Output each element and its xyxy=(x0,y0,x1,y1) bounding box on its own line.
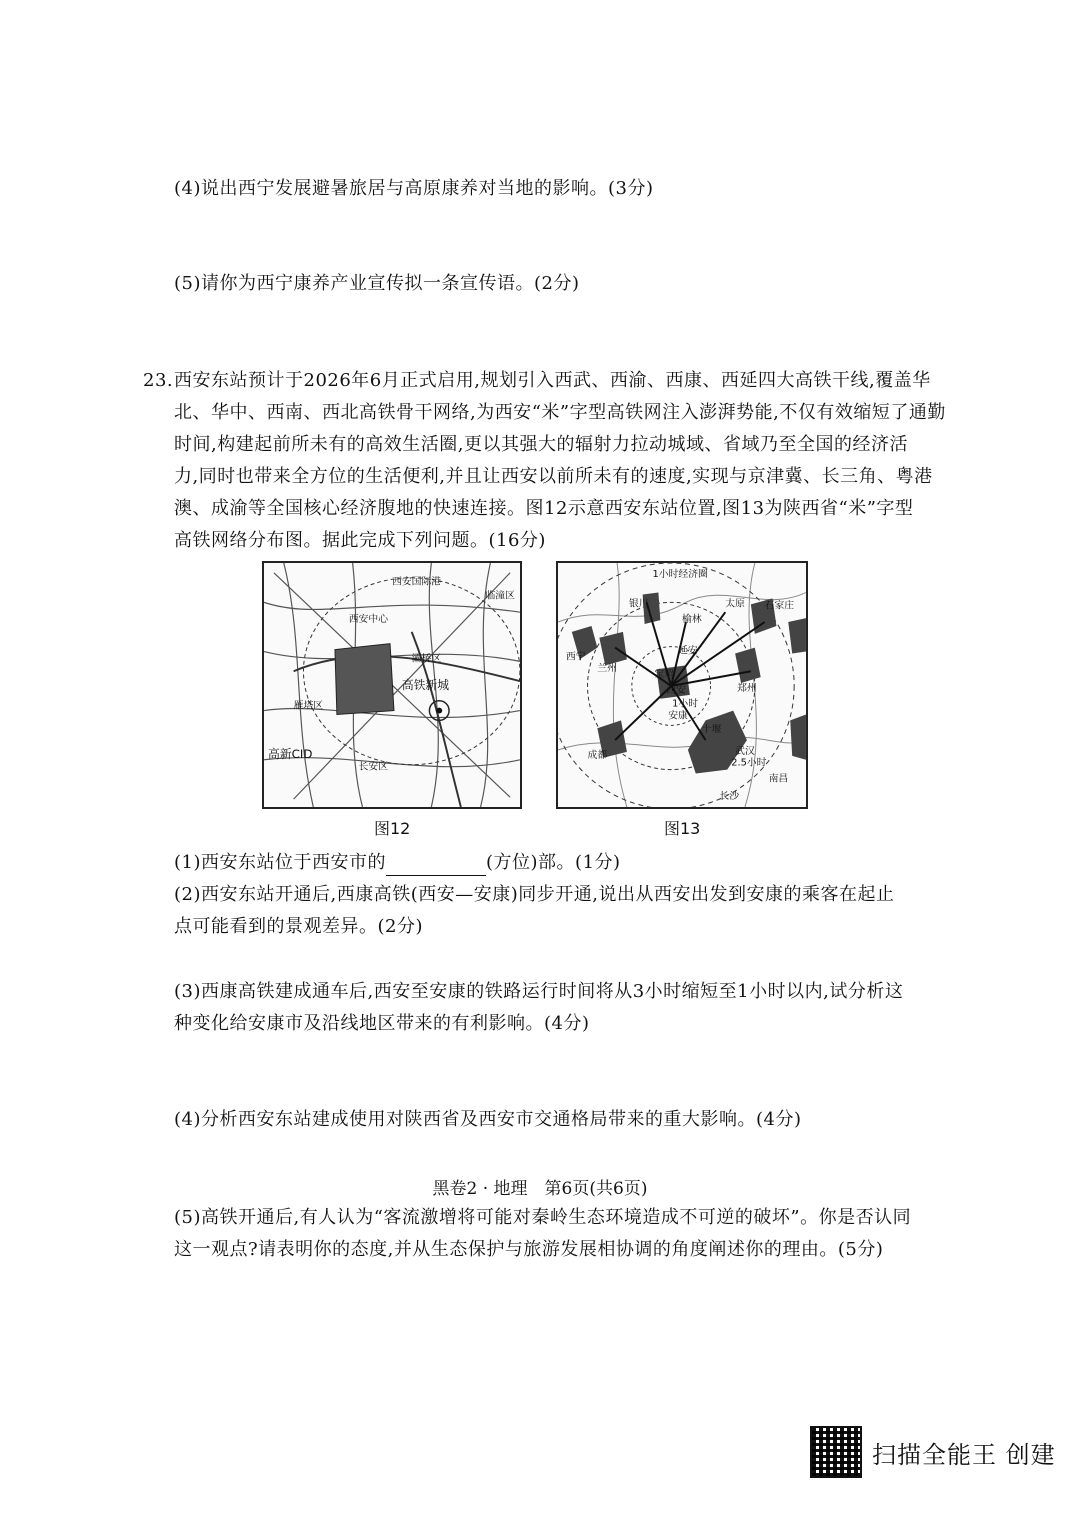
question-23-stem-line: 高铁网络分布图。据此完成下列问题。(16分) xyxy=(174,530,546,551)
scanner-watermark xyxy=(810,1426,1056,1478)
fig13-label: 长沙 xyxy=(719,791,740,803)
fig13-label: 安康 xyxy=(668,710,688,722)
sub-question-1-text: (方位)部。(1分) xyxy=(486,852,621,873)
fig13-label: 西宁 xyxy=(565,651,586,663)
figure-13-caption: 图13 xyxy=(664,819,701,838)
fig13-label: 兰州 xyxy=(597,663,618,675)
sub-question-5: 这一观点?请表明你的态度,并从生态保护与旅游发展相协调的角度阐述你的理由。(5分) xyxy=(174,1239,884,1260)
fig12-label: 灞桥区 xyxy=(411,653,442,665)
fig13-label: 郑州 xyxy=(737,682,757,694)
question-22-4: (4)说出西宁发展避暑旅居与高原康养对当地的影响。(3分) xyxy=(174,178,654,199)
question-22-5: (5)请你为西宁康养产业宣传拟一条宣传语。(2分) xyxy=(174,273,580,294)
fig13-label: 南昌 xyxy=(768,773,789,785)
fig13-label: 石家庄 xyxy=(764,600,795,612)
fig13-label: 榆林 xyxy=(682,614,702,626)
sub-question-2: (2)西安东站开通后,西康高铁(西安—安康)同步开通,说出从西安出发到安康的乘客在起止 xyxy=(174,884,895,905)
figure-12-caption: 图12 xyxy=(374,819,411,838)
sub-question-1 xyxy=(174,850,621,876)
fig12-label: 西安国际港 xyxy=(392,576,442,588)
fig13-label: 成都 xyxy=(587,749,608,761)
question-23-stem-line: 北、华中、西南、西北高铁骨干网络,为西安“米”字型高铁网注入澎湃势能,不仅有效缩短了通勤 xyxy=(174,402,946,423)
fig13-label: 1小时经济圈 xyxy=(652,568,708,580)
question-23-stem-line: 澳、成渝等全国核心经济腹地的快速连接。图12示意西安东站位置,图13为陕西省“米”字型 xyxy=(174,498,914,519)
fig12-label: 西安中心 xyxy=(348,614,389,626)
figure-12-map xyxy=(262,561,522,809)
fig13-label: 西安 xyxy=(666,684,686,696)
fig12-label: 临潼区 xyxy=(485,590,515,602)
fig12-label: 长安区 xyxy=(358,761,389,773)
fig13-label: 银川 xyxy=(628,598,649,610)
fig13-label: 宝鸡 xyxy=(654,669,675,681)
fig13-label: 1小时 xyxy=(672,698,699,710)
sub-question-1-text: (1)西安东站位于西安市的 xyxy=(174,852,386,873)
fig13-label: 武汉 xyxy=(735,745,755,757)
fig12-label: 高铁新城 xyxy=(401,677,450,692)
sub-question-4: (4)分析西安东站建成使用对陕西省及西安市交通格局带来的重大影响。(4分) xyxy=(174,1109,802,1130)
sub-question-3: (3)西康高铁建成通车后,西安至安康的铁路运行时间将从3小时缩短至1小时以内,试分析这 xyxy=(174,981,904,1002)
xian-city-map-graphic xyxy=(264,563,520,807)
qr-code-icon xyxy=(810,1426,862,1478)
figure-13-map xyxy=(556,561,808,809)
sub-question-2: 点可能看到的景观差异。(2分) xyxy=(174,916,423,937)
fig12-label: 雁塔区 xyxy=(293,700,324,712)
question-23-stem-line: 力,同时也带来全方位的生活便利,并且让西安以前所未有的速度,实现与京津冀、长三角、粤港 xyxy=(174,466,933,487)
sub-question-5: (5)高铁开通后,有人认为“客流激增将可能对秦岭生态环境造成不可逆的破坏”。你是否认同 xyxy=(174,1207,912,1228)
page-footer: 黑卷2 · 地理 第6页(共6页) xyxy=(432,1179,648,1199)
scanner-text: 扫描全能王 创建 xyxy=(872,1440,1056,1469)
sub-question-3: 种变化给安康市及沿线地区带来的有利影响。(4分) xyxy=(174,1013,590,1034)
question-23-number: 23. xyxy=(143,370,174,391)
fig13-label: 十堰 xyxy=(701,724,722,736)
fig13-label: 2.5小时 xyxy=(731,757,767,769)
answer-blank[interactable] xyxy=(386,857,486,876)
fig13-label: 延安 xyxy=(678,645,698,657)
shaanxi-rail-network-graphic xyxy=(558,563,806,807)
fig13-label: 太原 xyxy=(725,598,745,610)
fig12-label: 高新CID xyxy=(268,746,313,761)
question-23-stem-line: 时间,构建起前所未有的高效生活圈,更以其强大的辐射力拉动城域、省域乃至全国的经济活 xyxy=(174,434,908,455)
question-23-stem-line: 西安东站预计于2026年6月正式启用,规划引入西武、西渝、西康、西延四大高铁干线,覆盖华 xyxy=(174,370,931,391)
